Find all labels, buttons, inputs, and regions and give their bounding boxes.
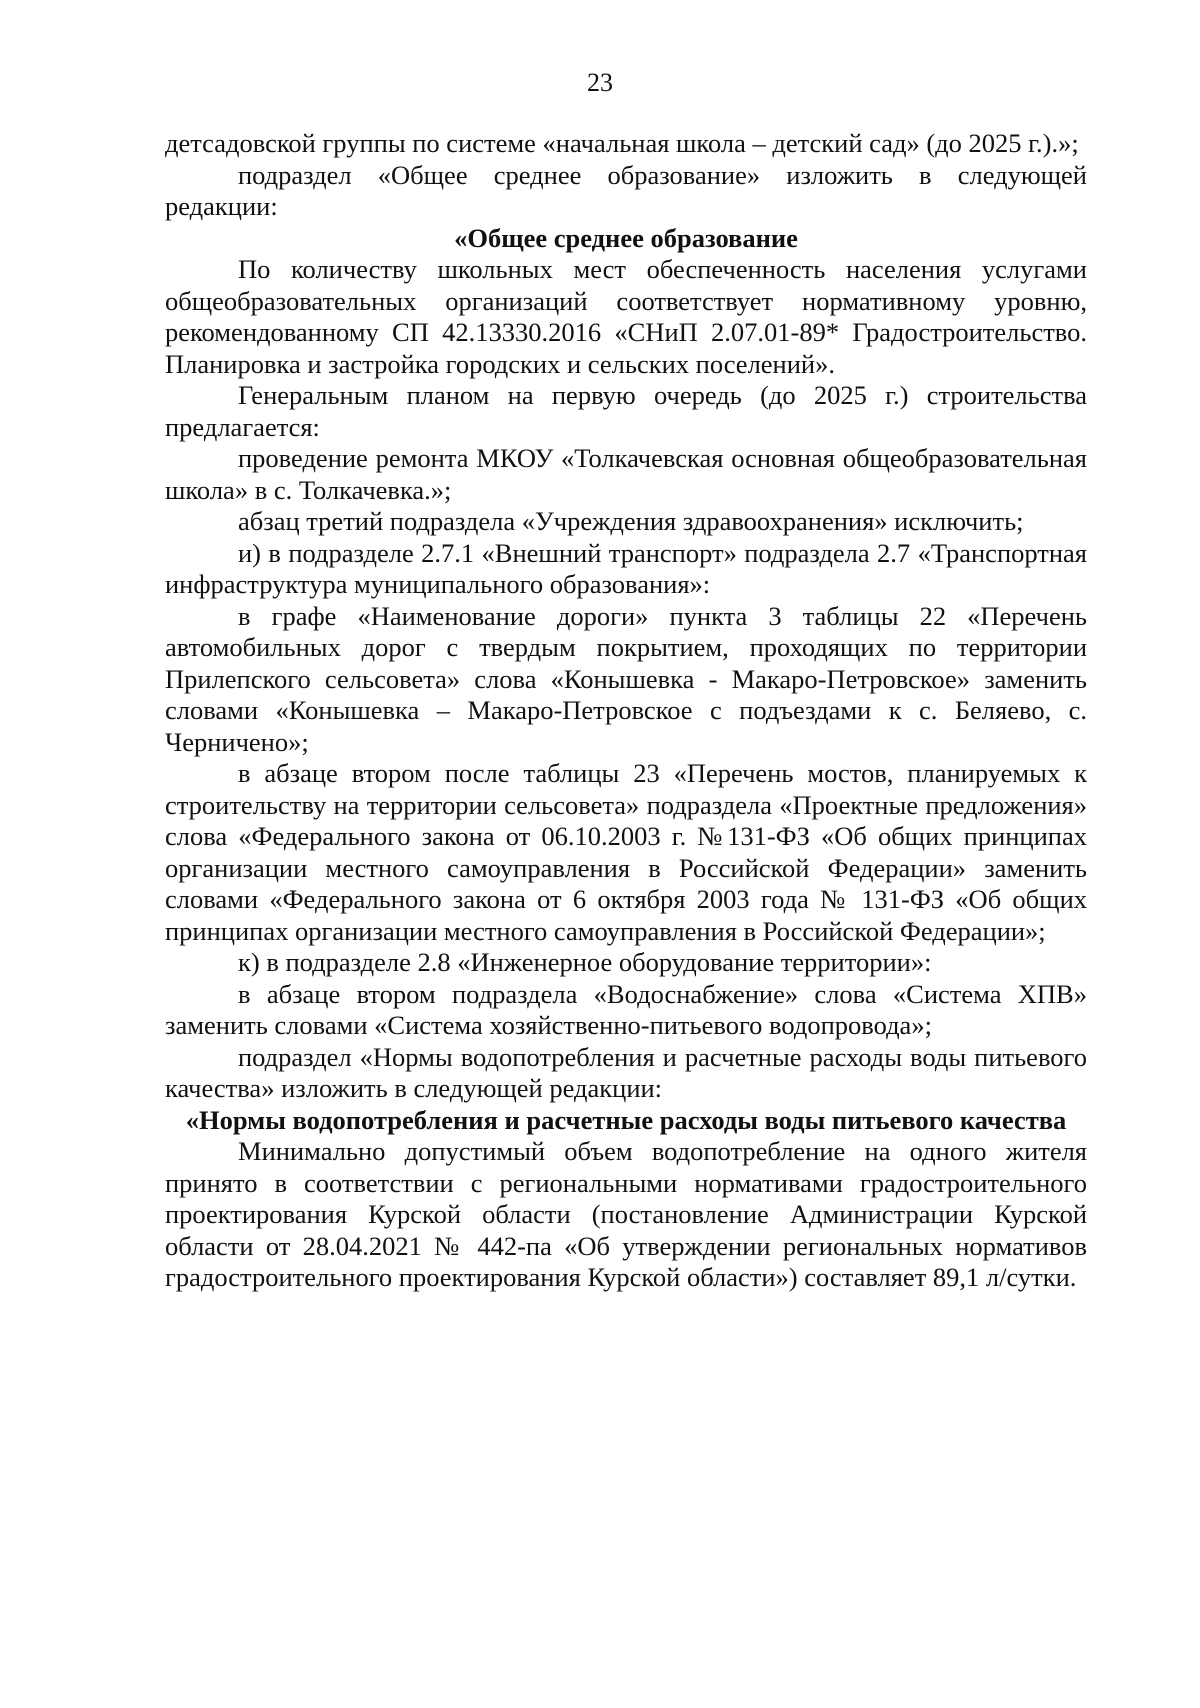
paragraph-water-consumption: Минимально допустимый объем водопотребление на одного жителя принято в соответствии с региональными нормативами градостроительного проектирования Курской области (постановление Администрации Курской области от 28.04.2021 № 442-па «Об утверждении региональных нормативов градостроительного проектирования Курской области») составляет 89,1 л/сутки. (165, 1136, 1087, 1292)
paragraph-healthcare-exclusion: абзац третий подраздела «Учреждения здравоохранения» исключить; (238, 506, 1024, 536)
paragraph-water-supply: в абзаце втором подраздела «Водоснабжение» слова «Система ХПВ» заменить словами «Система хозяйственно-питьевого водопровода»; (165, 978, 1087, 1040)
paragraph-subsection-general-education: подраздел «Общее среднее образование» изложить в следующей редакции: (165, 159, 1087, 221)
page-number: 23 (587, 68, 613, 97)
paragraph-road-name-change: в графе «Наименование дороги» пункта 3 таблицы 22 «Перечень автомобильных дорог с твердым покрытием, проходящих по территории Прилепского сельсовета» слова «Конышевка - Макаро-Петровское» заменить словами «Конышевка – Макаро-Петровское с подъездами к с. Беляево, с. Черничено»; (165, 600, 1087, 757)
paragraph-federal-law-change: в абзаце втором после таблицы 23 «Перечень мостов, планируемых к строительству на территории сельсовета» подраздела «Проектные предложения» слова «Федерального закона от 06.10.2003 г. №131-ФЗ «Об общих принципах организации местного самоуправления в Российской Федерации» заменить словами «Федерального закона от 6 октября 2003 года № 131-ФЗ «Об общих принципах организации местного самоуправления в Российской Федерации»; (165, 758, 1087, 946)
heading-general-education: «Общее среднее образование (454, 222, 798, 253)
paragraph-school-repair: проведение ремонта МКОУ «Толкачевская основная общеобразовательная школа» в с. Толкачевка.»; (165, 443, 1087, 505)
paragraph-external-transport: и) в подразделе 2.7.1 «Внешний транспорт» подраздела 2.7 «Транспортная инфраструктура муниципального образования»: (165, 537, 1087, 599)
paragraph-school-places: По количеству школьных мест обеспеченность населения услугами общеобразовательных организаций соответствует нормативному уровню, рекомендованному СП 42.13330.2016 «СНиП 2.07.01-89* Градостроительство. Планировка и застройка городских и сельских поселений». (165, 254, 1087, 379)
heading-water-norms: «Нормы водопотребления и расчетные расходы воды питьевого качества (185, 1104, 1067, 1135)
paragraph-continuation: детсадовской группы по системе «начальная школа – детский сад» (до 2025 г.).»; (165, 128, 1079, 158)
paragraph-general-plan: Генеральным планом на первую очередь (до 2025 г.) строительства предлагается: (165, 380, 1087, 442)
paragraph-water-norms-subsection: подраздел «Нормы водопотребления и расчетные расходы воды питьевого качества» изложить в следующей редакции: (165, 1041, 1087, 1103)
document-body (165, 128, 1087, 1294)
paragraph-engineering-equipment: к) в подразделе 2.8 «Инженерное оборудование территории»: (238, 947, 932, 977)
